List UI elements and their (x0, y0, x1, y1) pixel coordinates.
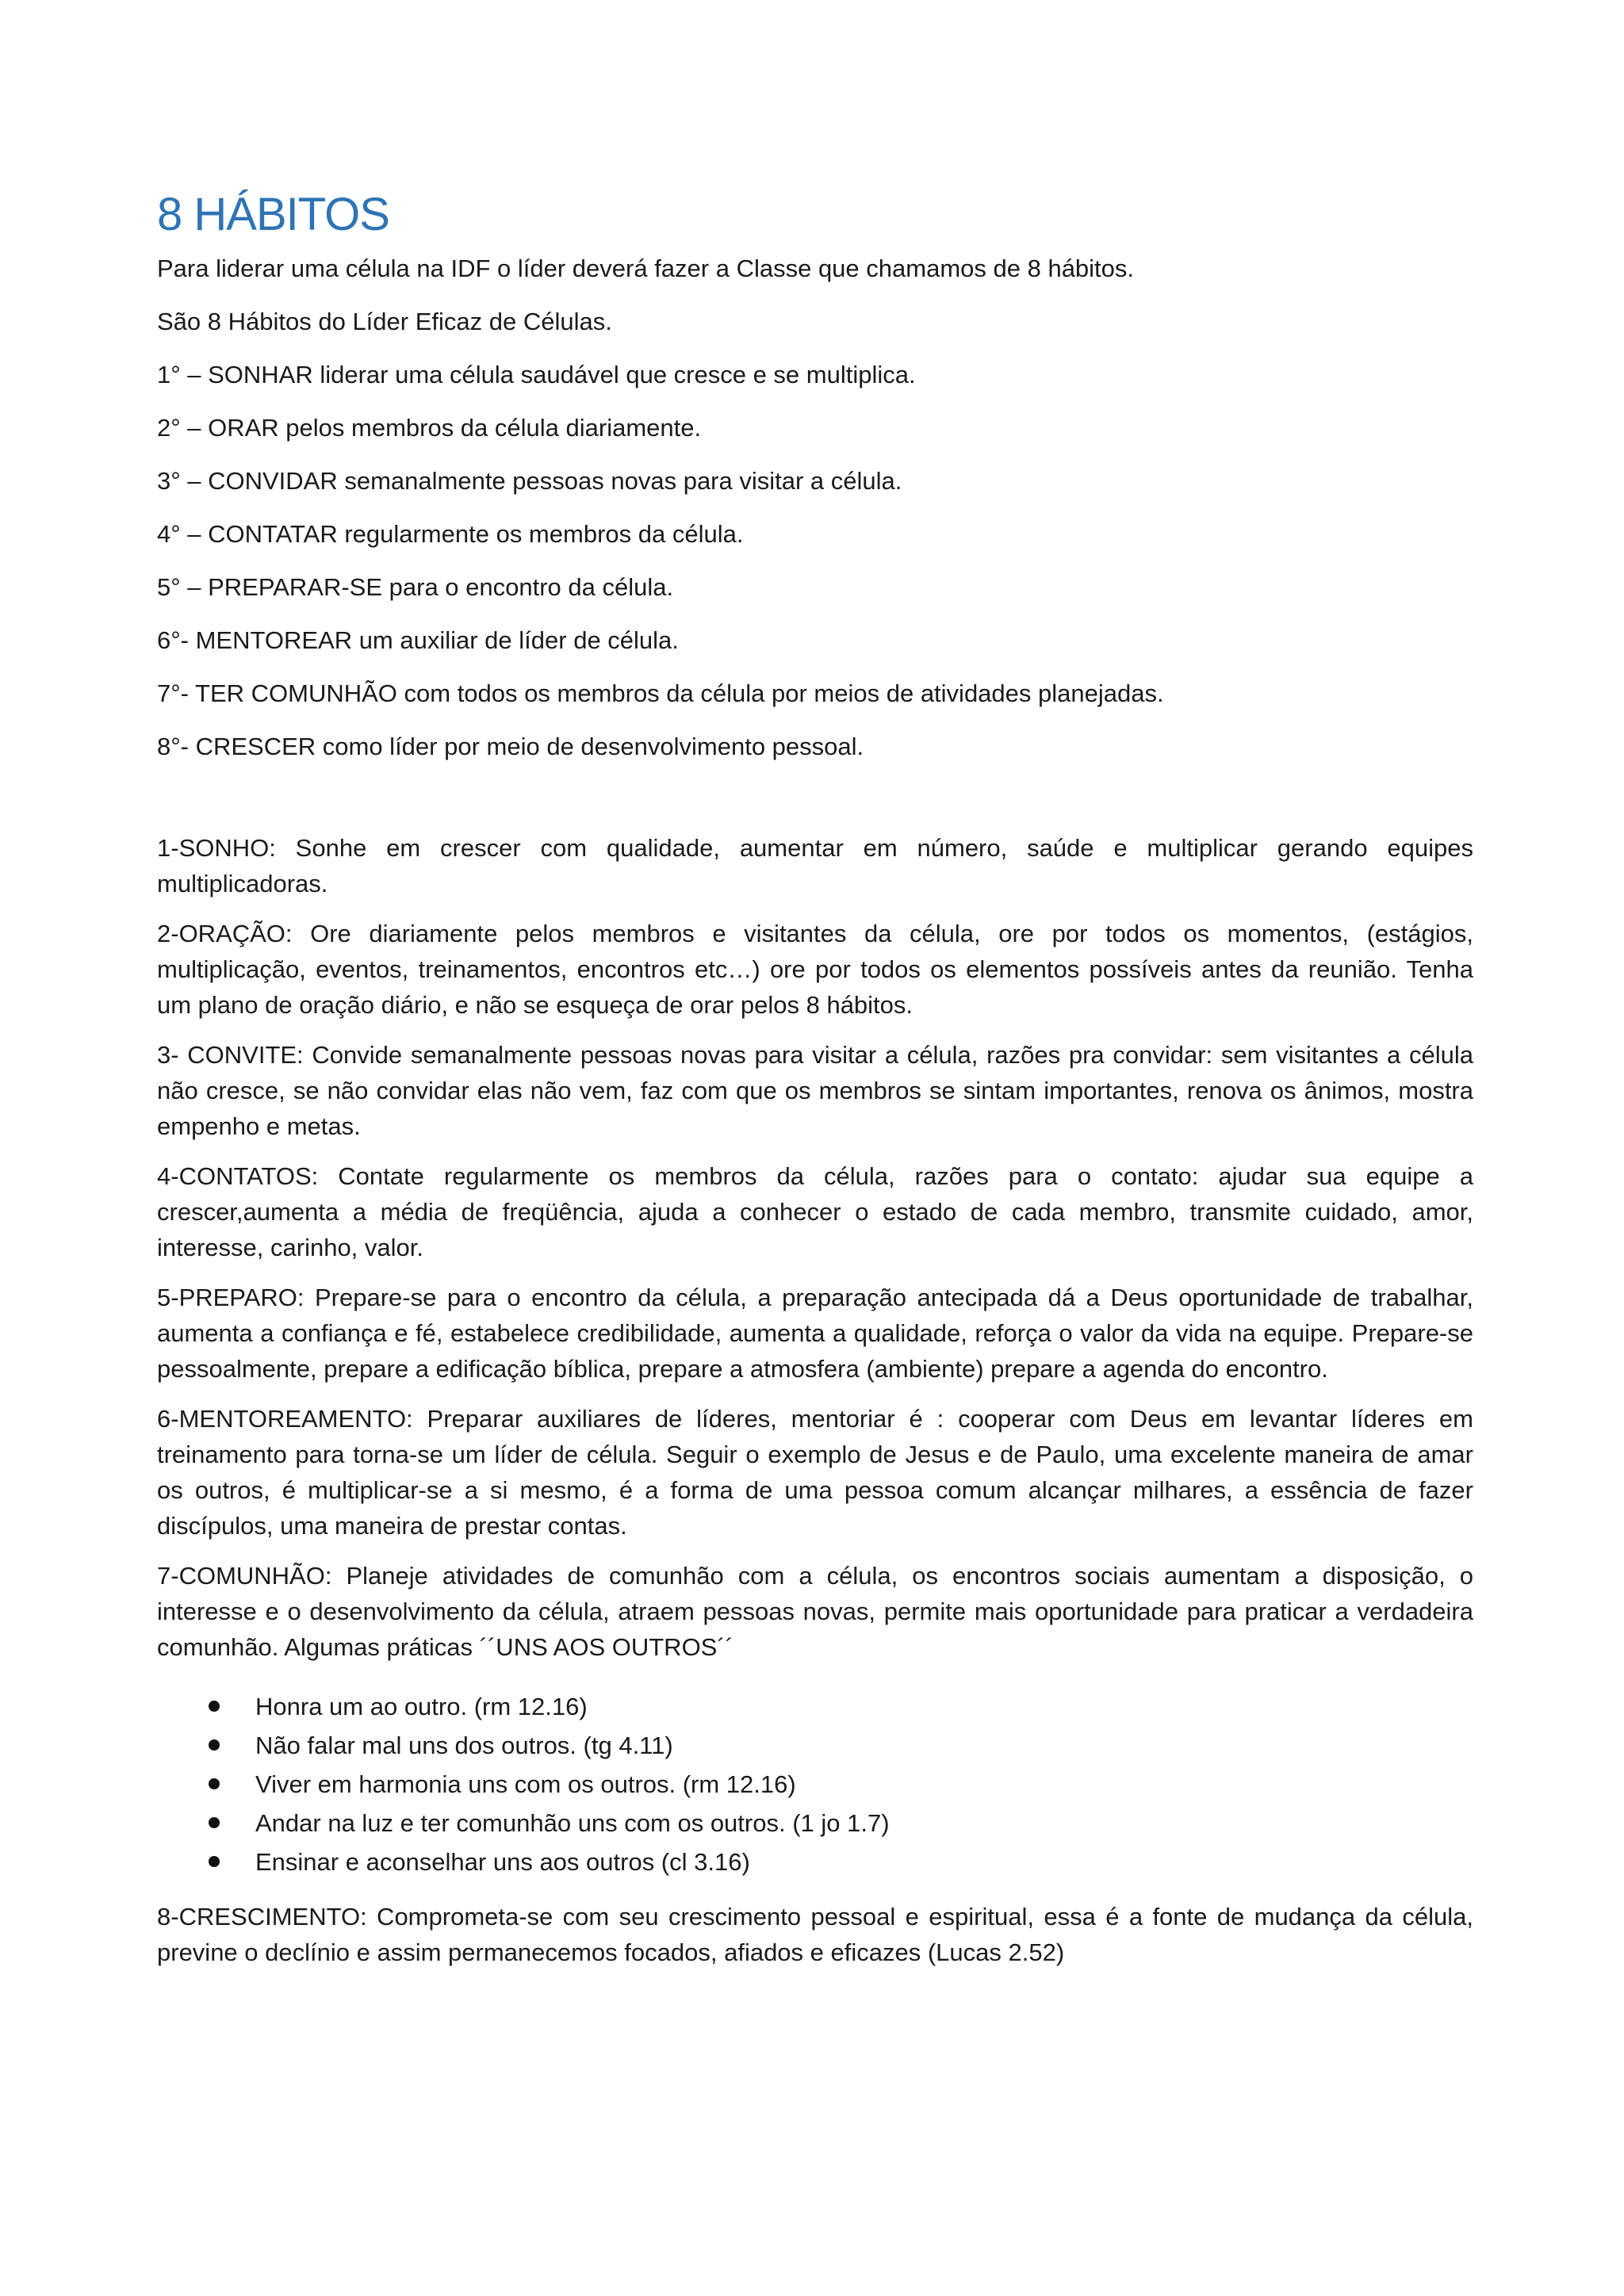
list-item (255, 1726, 1473, 1765)
list-item (255, 1804, 1473, 1843)
intro-subtitle: São 8 Hábitos do Líder Eficaz de Células. (157, 307, 612, 335)
habit-line-1: 1° – SONHAR liderar uma célula saudável que cresce e se multiplica. (157, 360, 916, 388)
bullet-icon (209, 1778, 220, 1789)
list-item (255, 1687, 1473, 1726)
document-page (157, 189, 1473, 1984)
description-mentoreamento: 6-MENTOREAMENTO: Preparar auxiliares de líderes, mentoriar é : cooperar com Deus em levantar líderes em treinamento para torna-se um líder de célula. Seguir o exemplo de Jesus e de Paulo, uma excelente maneira de amar os outros, é multiplicar-se a si mesmo, é a forma de uma pessoa comum alcançar milhares, a essência de fazer discípulos, uma maneira de prestar contas. (157, 1404, 1473, 1540)
description-sonho: 1-SONHO: Sonhe em crescer com qualidade, aumentar em número, saúde e multiplicar gerando equipes multiplicadoras. (157, 833, 1473, 897)
habit-line-3: 3° – CONVIDAR semanalmente pessoas novas para visitar a célula. (157, 466, 902, 495)
habits-intro (157, 251, 1473, 764)
description-contatos: 4-CONTATOS: Contate regularmente os membros da célula, razões para o contato: ajudar sua equipe a crescer,aumenta a média de freqüência, ajuda a conhecer o estado de cada membro, transmite cuidado, amor, interesse, carinho, valor. (157, 1161, 1473, 1261)
bullet-icon (209, 1701, 220, 1712)
list-item (255, 1843, 1473, 1881)
page-title: 8 HÁBITOS (157, 189, 389, 240)
section-spacer (157, 783, 1473, 830)
list-item-text: Não falar mal uns dos outros. (tg 4.11) (255, 1731, 673, 1759)
list-item (255, 1765, 1473, 1804)
description-oracao: 2-ORAÇÃO: Ore diariamente pelos membros e visitantes da célula, ore por todos os momentos, (estágios, multiplicação, eventos, treinamentos, encontros etc…) ore por todos os elementos possíveis antes da reunião. Tenha um plano de oração diário, e não se esqueça de orar pelos 8 hábitos. (157, 919, 1473, 1019)
bullet-icon (209, 1739, 220, 1751)
practices-list (157, 1687, 1473, 1881)
description-crescimento: 8-CRESCIMENTO: Comprometa-se com seu crescimento pessoal e espiritual, essa é a fonte de mudança da célula, previne o declínio e assim permanecemos focados, afiados e eficazes (Lucas 2.52) (157, 1902, 1473, 1966)
description-preparo: 5-PREPARO: Prepare-se para o encontro da célula, a preparação antecipada dá a Deus oportunidade de trabalhar, aumenta a confiança e fé, estabelece credibilidade, aumenta a qualidade, reforça o valor da vida na equipe. Prepare-se pessoalmente, prepare a edificação bíblica, prepare a atmosfera (ambiente) prepare a agenda do encontro. (157, 1283, 1473, 1383)
bullet-icon (209, 1817, 220, 1828)
list-item-text: Viver em harmonia uns com os outros. (rm 12.16) (255, 1770, 796, 1798)
habit-line-7: 7°- TER COMUNHÃO com todos os membros da célula por meios de atividades planejadas. (157, 679, 1164, 707)
habit-line-4: 4° – CONTATAR regularmente os membros da célula. (157, 519, 744, 548)
habit-descriptions (157, 830, 1473, 1970)
intro-paragraph: Para liderar uma célula na IDF o líder deverá fazer a Classe que chamamos de 8 hábitos. (157, 254, 1135, 282)
habit-line-2: 2° – ORAR pelos membros da célula diariamente. (157, 413, 702, 442)
description-comunhao: 7-COMUNHÃO: Planeje atividades de comunhão com a célula, os encontros sociais aumentam a disposição, o interesse e o desenvolvimento da célula, atraem pessoas novas, permite mais oportunidade para praticar a verdadeira comunhão. Algumas práticas ´´UNS AOS OUTROS´´ (157, 1561, 1473, 1661)
habit-line-8: 8°- CRESCER como líder por meio de desenvolvimento pessoal. (157, 732, 864, 760)
habit-line-5: 5° – PREPARAR-SE para o encontro da célula. (157, 572, 674, 601)
habit-line-6: 6°- MENTOREAR um auxiliar de líder de célula. (157, 626, 679, 654)
list-item-text: Honra um ao outro. (rm 12.16) (255, 1692, 588, 1720)
list-item-text: Ensinar e aconselhar uns aos outros (cl 3.16) (255, 1847, 750, 1876)
bullet-icon (209, 1856, 220, 1867)
list-item-text: Andar na luz e ter comunhão uns com os outros. (1 jo 1.7) (255, 1808, 890, 1837)
description-convite: 3- CONVITE: Convide semanalmente pessoas novas para visitar a célula, razões pra convidar: sem visitantes a célula não cresce, se não convidar elas não vem, faz com que os membros se sintam importantes, renova os ânimos, mostra empenho e metas. (157, 1040, 1473, 1140)
